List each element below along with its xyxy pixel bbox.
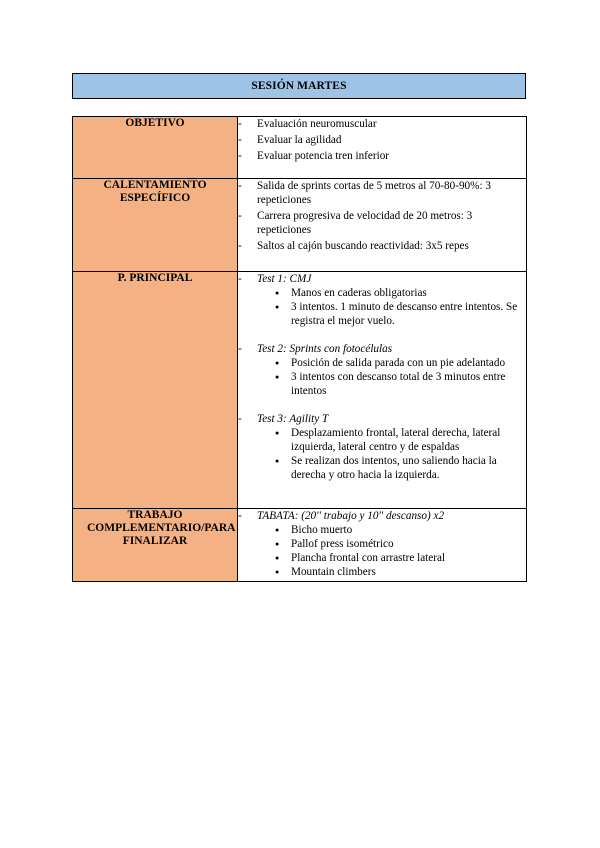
bullet-item: ● Bicho muerto xyxy=(291,523,526,537)
row-label-objetivo: OBJETIVO xyxy=(73,117,238,179)
table-row xyxy=(73,179,527,272)
session-plan-table xyxy=(72,116,527,582)
list-item: - Carrera progresiva de velocidad de 20 metros: 3 repeticiones xyxy=(238,209,526,237)
row-content-principal xyxy=(238,272,527,509)
row-label-calentamiento: CALENTAMIENTO ESPECÍFICO xyxy=(73,179,238,272)
test-title: - TABATA: (20'' trabajo y 10'' descanso) x2 xyxy=(257,510,445,522)
list-item: - Saltos al cajón buscando reactividad: 3x5 repes xyxy=(238,239,526,253)
bullet-item: ● Pallof press isométrico xyxy=(291,537,526,551)
table-row xyxy=(73,117,527,179)
test-title: - Test 3: Agility T xyxy=(257,413,329,425)
bullet-item: ● Plancha frontal con arrastre lateral xyxy=(291,551,526,565)
test-item xyxy=(238,509,526,579)
row-label-complementario: TRABAJO COMPLEMENTARIO/PARA FINALIZAR xyxy=(73,509,238,582)
list-item: - Evaluar potencia tren inferior xyxy=(238,149,526,163)
table-row xyxy=(73,272,527,509)
bullet-item: ● Manos en caderas obligatorias xyxy=(291,286,526,300)
test-title: - Test 2: Sprints con fotocélulas xyxy=(257,343,393,355)
test-item xyxy=(238,412,526,482)
bullet-item: ● 3 intentos con descanso total de 3 minutos entre intentos xyxy=(291,370,526,398)
session-title: SESIÓN MARTES xyxy=(72,73,526,99)
row-content-objetivo xyxy=(238,117,527,179)
row-label-principal: P. PRINCIPAL xyxy=(73,272,238,509)
list-item: - Evaluar la agilidad xyxy=(238,133,526,147)
test-title: - Test 1: CMJ xyxy=(257,273,312,285)
list-item: - Salida de sprints cortas de 5 metros al 70-80-90%: 3 repeticiones xyxy=(238,179,526,207)
bullet-item: ● 3 intentos. 1 minuto de descanso entre intentos. Se registra el mejor vuelo. xyxy=(291,300,526,328)
row-content-complementario xyxy=(238,509,527,582)
test-item xyxy=(238,272,526,340)
table-row xyxy=(73,509,527,582)
bullet-item: ● Desplazamiento frontal, lateral derecha, lateral izquierda, lateral centro y de espaldas xyxy=(291,426,526,454)
test-item xyxy=(238,342,526,410)
row-content-calentamiento xyxy=(238,179,527,272)
bullet-item: ● Mountain climbers xyxy=(291,565,526,579)
bullet-item: ● Se realizan dos intentos, uno saliendo hacia la derecha y otro hacia la izquierda. xyxy=(291,454,526,482)
bullet-item: ● Posición de salida parada con un pie adelantado xyxy=(291,356,526,370)
list-item: - Evaluación neuromuscular xyxy=(238,117,526,131)
